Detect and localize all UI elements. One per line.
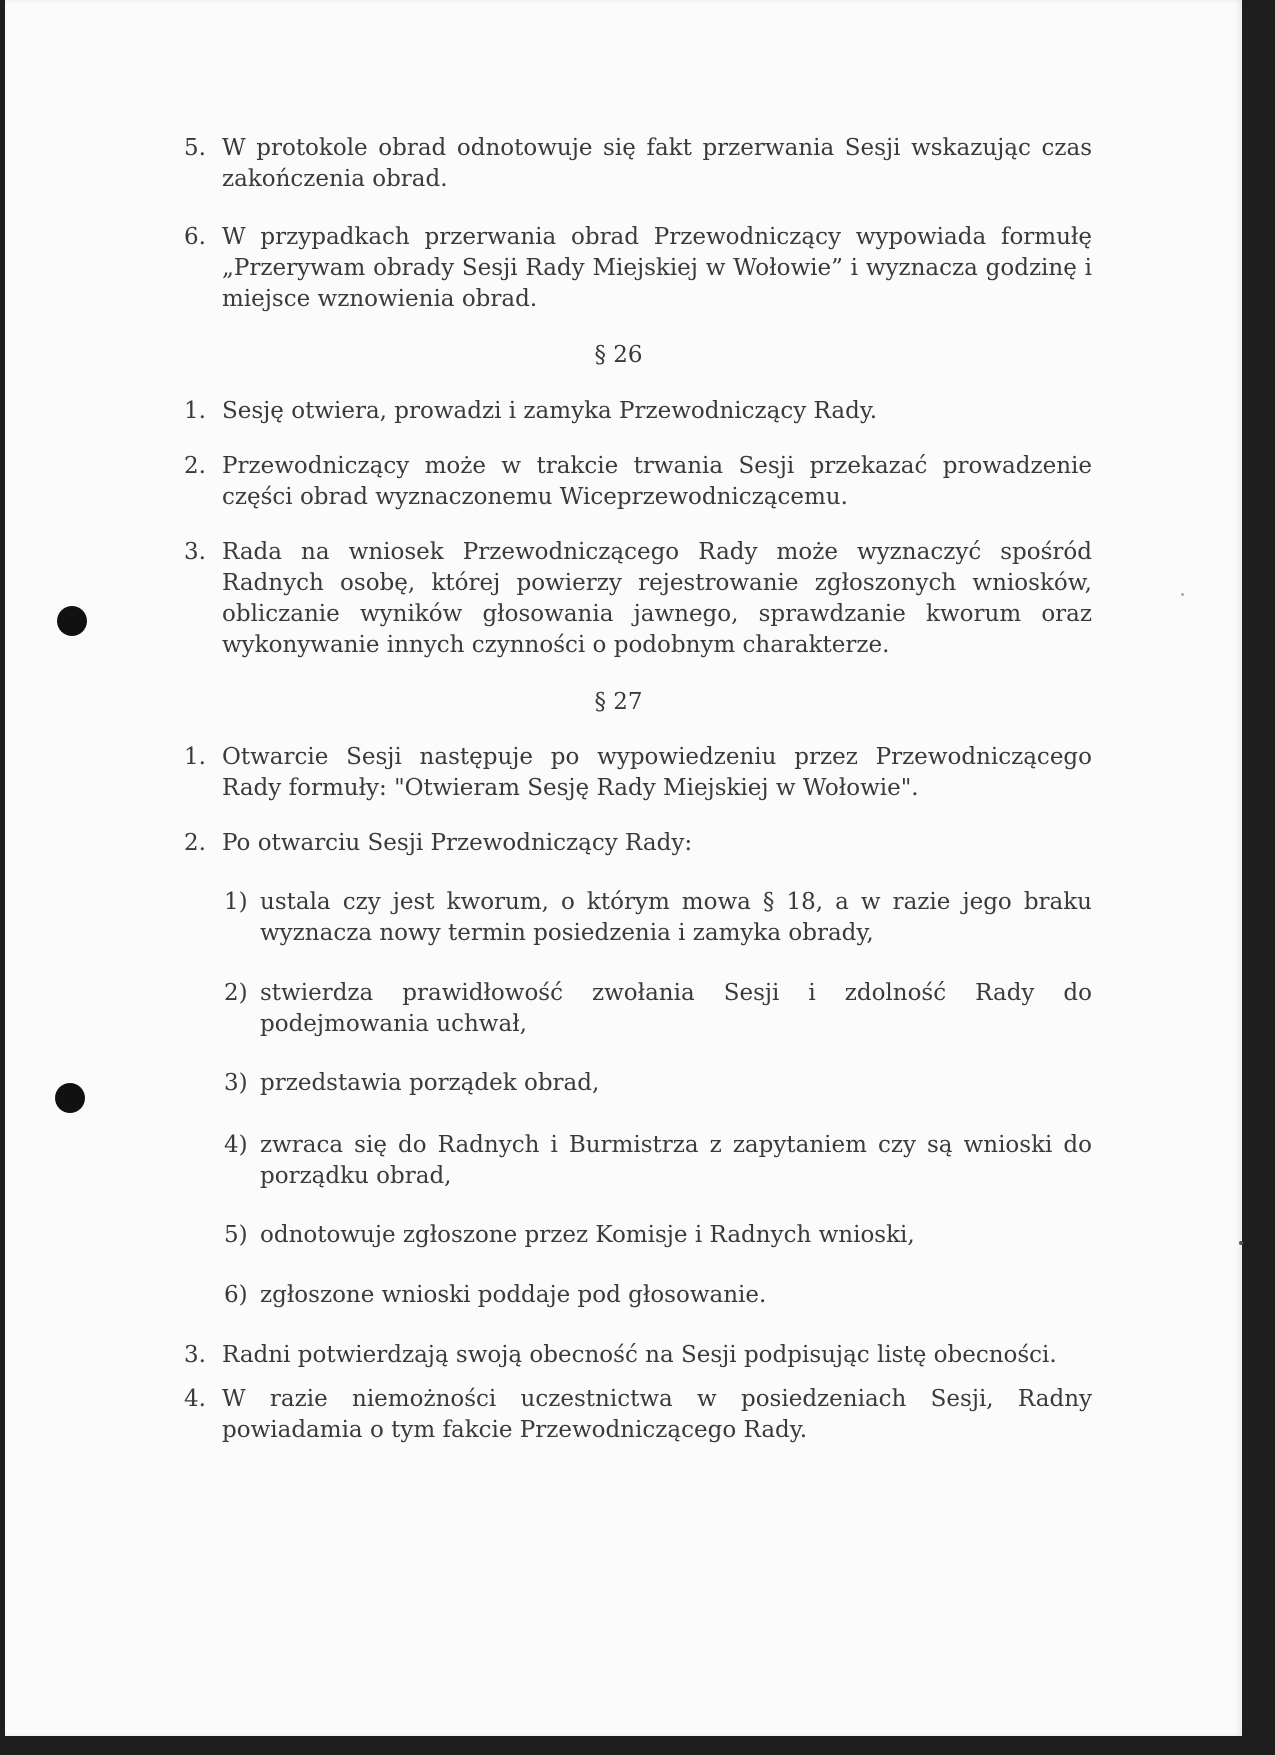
list-item [184, 396, 1092, 427]
item-number: 1. [184, 398, 206, 424]
item-text: W protokole obrad odnotowuje się fakt przerwania Sesji wskazując czas zakończenia obrad. [222, 135, 1092, 192]
item-number: 1) [224, 889, 248, 915]
sub-list-item [224, 887, 1092, 949]
item-number: 1. [184, 744, 206, 770]
item-text: zwraca się do Radnych i Burmistrza z zapytaniem czy są wnioski do porządku obrad, [260, 1132, 1092, 1189]
item-text: Przewodniczący może w trakcie trwania Sesji przekazać prowadzenie części obrad wyznaczonemu Wiceprzewodniczącemu. [222, 453, 1092, 510]
list-item [184, 1384, 1092, 1446]
item-text: W razie niemożności uczestnictwa w posiedzeniach Sesji, Radny powiadamia o tym fakcie Przewodniczącego Rady. [222, 1386, 1092, 1443]
item-text: ustala czy jest kworum, o którym mowa § 18, a w razie jego braku wyznacza nowy termin posiedzenia i zamyka obrady, [260, 889, 1092, 946]
item-number: 4. [184, 1386, 206, 1412]
item-number: 4) [224, 1132, 248, 1158]
item-number: 2) [224, 980, 248, 1006]
item-number: 3. [184, 1342, 206, 1368]
item-text: stwierdza prawidłowość zwołania Sesji i zdolność Rady do podejmowania uchwał, [260, 980, 1092, 1037]
item-text: zgłoszone wnioski poddaje pod głosowanie. [260, 1282, 767, 1308]
item-number: 6) [224, 1282, 248, 1308]
item-text: Po otwarciu Sesji Przewodniczący Rady: [222, 830, 693, 856]
item-number: 6. [184, 224, 206, 250]
item-text: Rada na wniosek Przewodniczącego Rady może wyznaczyć spośród Radnych osobę, której powierzy rejestrowanie zgłoszonych wniosków, obliczanie wyników głosowania jawnego, sprawdzanie kworum oraz wykonywanie innych czynności o podobnym charakterze. [222, 539, 1092, 658]
item-number: 2. [184, 453, 206, 479]
item-text: Radni potwierdzają swoją obecność na Sesji podpisując listę obecności. [222, 1342, 1057, 1368]
item-number: 2. [184, 830, 206, 856]
list-item [184, 451, 1092, 513]
list-item [184, 537, 1092, 661]
sub-list-item [224, 1220, 1092, 1251]
sub-list-item [224, 1068, 1092, 1099]
item-text: Sesję otwiera, prowadzi i zamyka Przewodniczący Rady. [222, 398, 878, 424]
sub-list-item [224, 978, 1092, 1040]
item-number: 3. [184, 539, 206, 565]
item-number: 5. [184, 135, 206, 161]
item-number: 3) [224, 1070, 248, 1096]
item-text: przedstawia porządek obrad, [260, 1070, 600, 1096]
list-item [184, 222, 1092, 315]
sub-list-item [224, 1280, 1092, 1311]
item-text: Otwarcie Sesji następuje po wypowiedzeniu przez Przewodniczącego Rady formuły: "Otwieram Sesję Rady Miejskiej w Wołowie". [222, 744, 1092, 801]
item-text: odnotowuje zgłoszone przez Komisje i Radnych wnioski, [260, 1222, 915, 1248]
item-text: W przypadkach przerwania obrad Przewodniczący wypowiada formułę „Przerywam obrady Sesji Rady Miejskiej w Wołowie” i wyznacza godzinę i miejsce wznowienia obrad. [222, 224, 1092, 312]
list-item [184, 828, 1092, 859]
section-heading: § 26 [594, 342, 643, 368]
sub-list-item [224, 1130, 1092, 1192]
list-item [184, 133, 1092, 195]
scan-speck [1239, 1241, 1243, 1245]
list-item [184, 742, 1092, 804]
section-heading: § 27 [594, 689, 643, 715]
item-number: 5) [224, 1222, 248, 1248]
list-item [184, 1340, 1092, 1371]
